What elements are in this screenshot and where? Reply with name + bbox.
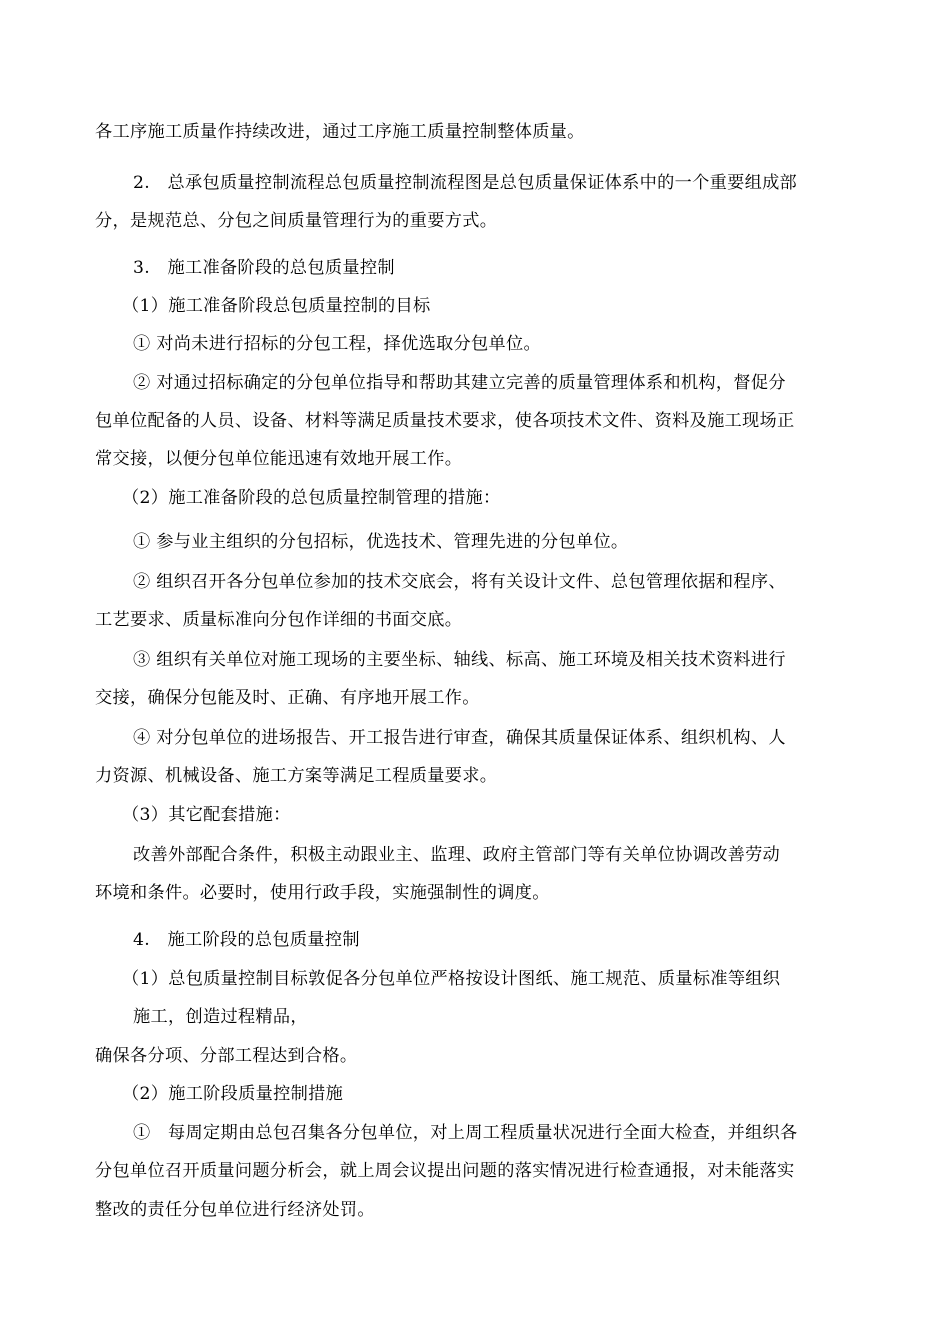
text-line: 施工，创造过程精品， — [133, 1007, 308, 1027]
text-line: 交接，确保分包能及时、正确、有序地开展工作。 — [95, 688, 480, 708]
text-line: 整改的责任分包单位进行经济处罚。 — [95, 1200, 375, 1220]
text-line: 力资源、机械设备、施工方案等满足工程质量要求。 — [95, 766, 498, 786]
text-line: 各工序施工质量作持续改进，通过工序施工质量控制整体质量。 — [95, 122, 585, 142]
text-line: 常交接，以便分包单位能迅速有效地开展工作。 — [95, 449, 463, 469]
text-line: （1）总包质量控制目标敦促各分包单位严格按设计图纸、施工规范、质量标准等组织 — [122, 969, 781, 989]
text-line: 包单位配备的人员、设备、材料等满足质量技术要求，使各项技术文件、资料及施工现场正 — [95, 411, 795, 431]
text-line: ① 对尚未进行招标的分包工程，择优选取分包单位。 — [133, 334, 541, 354]
text-line: ② 组织召开各分包单位参加的技术交底会，将有关设计文件、总包管理依据和程序、 — [133, 572, 786, 592]
text-line: 3. 施工准备阶段的总包质量控制 — [133, 258, 395, 278]
text-line: 2. 总承包质量控制流程总包质量控制流程图是总包质量保证体系中的一个重要组成部 — [133, 173, 798, 193]
text-line: 分，是规范总、分包之间质量管理行为的重要方式。 — [95, 211, 498, 231]
text-line: 工艺要求、质量标准向分包作详细的书面交底。 — [95, 610, 463, 630]
text-line: 4. 施工阶段的总包质量控制 — [133, 930, 360, 950]
text-line: 确保各分项、分部工程达到合格。 — [95, 1046, 358, 1066]
text-line: （2）施工准备阶段的总包质量控制管理的措施： — [122, 488, 501, 508]
text-line: ③ 组织有关单位对施工现场的主要坐标、轴线、标高、施工环境及相关技术资料进行 — [133, 650, 786, 670]
text-line: 改善外部配合条件，积极主动跟业主、监理、政府主管部门等有关单位协调改善劳动 — [133, 845, 781, 865]
text-line: ② 对通过招标确定的分包单位指导和帮助其建立完善的质量管理体系和机构，督促分 — [133, 373, 786, 393]
text-line: 环境和条件。必要时，使用行政手段，实施强制性的调度。 — [95, 883, 550, 903]
text-line: （2）施工阶段质量控制措施 — [122, 1084, 344, 1104]
text-line: ① 参与业主组织的分包招标，优选技术、管理先进的分包单位。 — [133, 532, 629, 552]
text-line: 分包单位召开质量问题分析会，就上周会议提出问题的落实情况进行检查通报，对未能落实 — [95, 1161, 795, 1181]
text-line: ④ 对分包单位的进场报告、开工报告进行审查，确保其质量保证体系、组织机构、人 — [133, 728, 786, 748]
text-line: （3）其它配套措施： — [122, 805, 291, 825]
text-line: ① 每周定期由总包召集各分包单位，对上周工程质量状况进行全面大检查，并组织各 — [133, 1123, 798, 1143]
text-line: （1）施工准备阶段总包质量控制的目标 — [122, 296, 431, 316]
